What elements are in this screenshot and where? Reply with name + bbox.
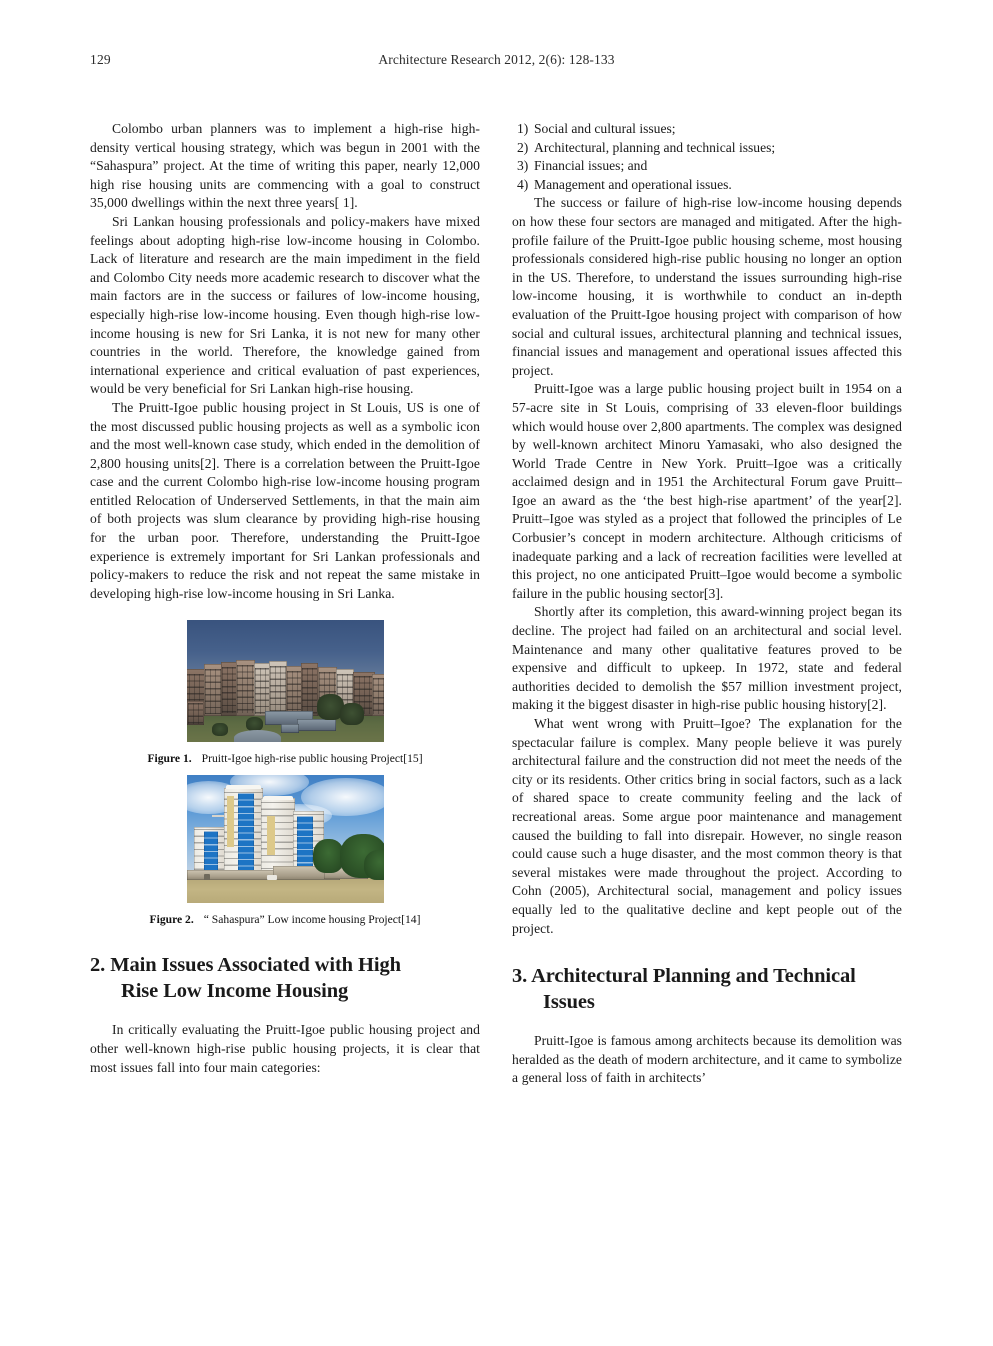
figure-1-image-wrap [90,620,480,742]
figure-2-caption-text: “ Sahaspura” Low income housing Project[14] [203,913,421,927]
photo-accent-facade [227,796,234,847]
list-item-text: Architectural, planning and technical issues; [534,139,776,155]
photo-building-front [187,701,205,725]
photo-building [286,666,302,716]
list-item-marker: 3) [517,158,529,174]
figure-2-label: Figure 2. [149,913,194,927]
photo-building [301,663,319,715]
section-3-number: 3. [512,965,528,988]
photo-low-building [187,870,278,880]
list-item-marker: 2) [517,139,529,155]
list-item-text: Social and cultural issues; [534,121,676,136]
list-item [512,120,902,139]
photo-tree [364,850,384,881]
list-item-marker: 1) [517,121,529,136]
photo-vehicle [267,875,277,880]
photo-low-building [297,719,336,731]
two-column-body [90,120,903,1300]
photo-vehicle [204,874,210,880]
page-number: 129 [90,52,111,67]
paragraph: Pruitt-Igoe is famous among architects because its demolition was heralded as the death of modern architecture, and it came to symbolize a general loss of faith in architects’ [512,1033,902,1086]
list-item-marker: 4) [517,176,529,192]
running-head [90,52,903,72]
paragraph: Colombo urban planners was to implement a high-rise high-density vertical housing strategy, which was begun in 2001 with the “Sahaspura” project. At the time of writing this paper, nearly 12,000 high rise housing units are commencing with a goal to construct 35,000 dwellings within the next three years[ 1]. [90,121,480,211]
journal-citation: Architecture Research 2012, 2(6): 128-133 [378,52,615,67]
figure-1-caption-text: Pruitt-Igoe high-rise public housing Project[15] [201,752,423,766]
paragraph: In critically evaluating the Pruitt-Igoe public housing project and other well-known high-rise public housing projects, it is clear that most issues fall into four main categories: [90,1022,480,1075]
paragraph: The Pruitt-Igoe public housing project in St Louis, US is one of the most discussed public housing projects as well as a symbolic icon and the most well-known case study, which ended in the demolition of 2,800 housing units[2]. There is a correlation between the Pruitt-Igoe case and the current Colombo high-rise low-income housing program entitled Relocation of Underserved Settlements, in that the main aim of both projects was slum clearance by providing high-rise housing for the urban poor. Therefore, understanding the Pruitt-Igoe experience is extremely important for Sri Lankan professionals and policy-makers to reduce the risk and not repeat the same mistake in developing high-rise low-income housing in Sri Lanka. [90,399,480,601]
section-3-heading [512,963,902,1015]
section-2-heading [90,952,480,1004]
photo-building [221,662,237,716]
paragraph: Pruitt-Igoe was a large public housing project built in 1954 on a 57-acre site in St Louis, comprising of 33 eleven-floor buildings which would house over 2,800 apartments. The complex was designed by well-known architect Minoru Yamasaki, who also designed the World Trade Centre in New York. Pruitt–Igoe was a critically acclaimed design and in 1951 the Architectural Forum gave Pruitt–Igoe an award as the ‘the best high-rise apartment’ of the year[2]. Pruitt–Igoe was styled as a project that followed the principles of Le Corbusier’s concept in modern architecture. Although criticisms of inadequate parking and a lack of recreation facilities were levelled at this project, no one anticipated Pruitt–Igoe would become a symbolic failure in the public housing sector[3]. [512,381,902,601]
figure-2-caption [90,912,480,927]
paragraph: The success or failure of high-rise low-income housing depends on how these four sectors are managed and mitigated. After the high-profile failure of the Pruitt-Igoe public housing scheme, most housing professionals considered high-rise public housing no longer an option in the US. Therefore, to understand the issues surrounding high-rise low-income housing, it is worthwhile to conduct an in-depth evaluation of the Pruitt-Igoe housing project with comparison of how social and cultural issues, architectural planning and technical issues, financial issues and management and operational issues affected this project. [512,195,902,378]
photo-low-building [281,724,299,733]
section-2-title-line-1: Main Issues Associated with High [110,954,401,977]
photo-building [204,664,222,715]
sahaspura-photo [187,775,384,903]
list-item-text: Financial issues; and [534,158,648,174]
list-item [512,157,902,176]
four-issue-categories-list [512,120,902,194]
photo-water-tank [234,730,281,742]
figure-2 [90,775,480,927]
section-2-number: 2. [90,954,106,977]
list-item [512,139,902,158]
list-item [512,176,902,195]
photo-building [254,663,270,715]
section-3-title-line-2: Issues [543,991,595,1014]
paragraph: What went wrong with Pruitt–Igoe? The explanation for the spectacular failure is complex. Many people believe it was purely architectural failure and the construction did not meet the needs of the city or its residents. Other critics bring in social factors, such as a lack of shared space to create community feeling and the lack of recreational areas. Some argue poor maintenance and management caused the building to fall into disrepair. However, no single reason could cause such a huge disaster, and the most common theory is that several mistakes were made throughout the project. According to Cohn (2005), Architectural social, management and policy issues equally led to the qualitative decline and kept people out of the project. [512,716,902,936]
photo-building [236,660,256,716]
figure-1-caption [90,751,480,766]
right-column [512,120,902,1300]
photo-accent-facade [267,816,275,854]
section-2-title-line-2: Rise Low Income Housing [121,980,349,1003]
section-3-title-line-1: Architectural Planning and Technical [531,965,856,988]
figure-2-image-wrap [90,775,480,903]
photo-roof-cap [263,796,293,799]
list-item-text: Management and operational issues. [534,176,732,192]
figure-1 [90,620,480,766]
photo-ground [187,878,384,904]
figure-1-label: Figure 1. [147,752,192,766]
photo-blue-facade [238,793,255,877]
photo-building [269,661,287,716]
photo-tree [212,723,228,736]
paragraph: Shortly after its completion, this award-winning project began its decline. The project had failed on an architectural and social level. Maintenance and many other qualitative features proved to be expensive and difficult to upkeep. In 1972, state and federal authorities decided to demolish the $57 million investment project, making it the biggest disaster in high-rise public housing history[2]. [512,604,902,713]
photo-roof-cap [226,785,261,789]
paragraph: Sri Lankan housing professionals and policy-makers have mixed feelings about adopting high-rise low-income housing in Colombo. Lack of literature and research are the main impediment in the field and Colombo City needs more academic research to discover what the main factors are in the success or failures of low-income housing, especially high-rise low-income housing. Even though high-rise low-income housing is new for Sri Lanka, it is not new for many other countries in the world. Therefore, the knowledge gained from international experience and critical evaluation of past experiences, would be very beneficial for Sri Lankan high-rise housing. [90,213,480,397]
pruitt-igoe-photo [187,620,384,742]
left-column [90,120,480,1300]
photo-building [372,674,384,715]
photo-tree [340,703,364,725]
